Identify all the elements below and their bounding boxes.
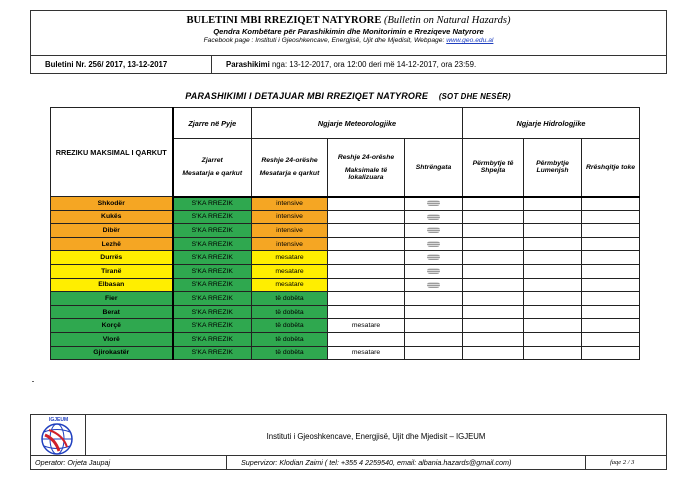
flash-flood-cell	[463, 197, 524, 211]
table-row	[51, 224, 640, 238]
storm-cell	[405, 237, 463, 251]
landslide-cell	[582, 346, 640, 360]
county-name: Vlorë	[51, 332, 173, 346]
river-flood-cell	[524, 264, 582, 278]
rain24-cell: intensive	[252, 210, 328, 224]
bulletin-title	[31, 15, 666, 26]
rain24-cell: të dobëta	[252, 305, 328, 319]
landslide-cell	[582, 278, 640, 292]
bulletin-header	[30, 10, 667, 74]
supervisor-contact: Supervizor: Klodian Zaimi ( tel: +355 4 2259540, email: albania.hazards@gmail.com)	[241, 458, 512, 467]
rainmax-cell	[328, 292, 405, 306]
fire-risk-cell: S'KA RREZIK	[173, 332, 252, 346]
col-rain24-top: Reshje 24-orëshe	[261, 157, 318, 165]
landslide-cell	[582, 224, 640, 238]
flash-flood-cell	[463, 292, 524, 306]
storm-cell	[405, 210, 463, 224]
fire-risk-cell: S'KA RREZIK	[173, 346, 252, 360]
storm-cell	[405, 346, 463, 360]
landslide-cell	[582, 251, 640, 265]
county-name: Elbasan	[51, 278, 173, 292]
river-flood-cell	[524, 305, 582, 319]
igjeum-logo	[37, 417, 77, 457]
rainmax-cell	[328, 332, 405, 346]
river-flood-cell	[524, 237, 582, 251]
table-row	[51, 278, 640, 292]
flash-flood-cell	[463, 224, 524, 238]
storm-cloud-icon	[427, 282, 440, 288]
landslide-cell	[582, 264, 640, 278]
rainmax-cell	[328, 264, 405, 278]
col-rain24	[252, 139, 328, 197]
col-fire-top: Zjarret	[201, 157, 223, 165]
fire-risk-cell: S'KA RREZIK	[173, 264, 252, 278]
landslide-cell	[582, 332, 640, 346]
institute-name: Instituti i Gjeoshkencave, Energjisë, Ujit dhe Mjedisit – IGJEUM	[85, 415, 666, 455]
county-name: Tiranë	[51, 264, 173, 278]
storm-cell	[405, 197, 463, 211]
fire-risk-cell: S'KA RREZIK	[173, 251, 252, 265]
fire-risk-cell: S'KA RREZIK	[173, 278, 252, 292]
forecast-period	[226, 60, 476, 69]
header-title-block	[31, 11, 666, 53]
landslide-cell	[582, 305, 640, 319]
header-info-row	[31, 55, 666, 74]
landslide-cell	[582, 319, 640, 333]
flash-flood-cell	[463, 305, 524, 319]
col-rainmax-sub: Maksimale të lokalizuara	[344, 166, 388, 181]
hazard-table	[50, 107, 640, 360]
table-row	[51, 305, 640, 319]
rain24-cell: të dobëta	[252, 332, 328, 346]
bulletin-footer	[30, 414, 667, 470]
section-title	[0, 91, 696, 101]
storm-cell	[405, 305, 463, 319]
table-row	[51, 210, 640, 224]
rainmax-cell	[328, 197, 405, 211]
county-name: Dibër	[51, 224, 173, 238]
table-row	[51, 332, 640, 346]
storm-cloud-icon	[427, 254, 440, 260]
storm-cell	[405, 251, 463, 265]
forecast-label: Parashikimi	[226, 60, 270, 69]
rain24-cell: mesatare	[252, 278, 328, 292]
group-forest-fire: Zjarre në Pyje	[173, 108, 252, 139]
table-body	[51, 197, 640, 360]
fire-risk-cell: S'KA RREZIK	[173, 237, 252, 251]
flash-flood-cell	[463, 346, 524, 360]
page-number: faqe 2 / 3	[585, 456, 666, 470]
rainmax-cell	[328, 278, 405, 292]
rainmax-cell: mesatare	[328, 346, 405, 360]
table-row	[51, 264, 640, 278]
flash-flood-cell	[463, 210, 524, 224]
footer-info-row	[31, 455, 666, 470]
rain24-cell: mesatare	[252, 264, 328, 278]
storm-cell	[405, 332, 463, 346]
table-row	[51, 237, 640, 251]
col-fire	[173, 139, 252, 197]
fire-risk-cell: S'KA RREZIK	[173, 292, 252, 306]
logo-text: IGJEUM	[49, 417, 69, 423]
river-flood-cell	[524, 278, 582, 292]
corner-label: RREZIKU MAKSIMAL I QARKUT	[51, 108, 173, 197]
forecast-dates: nga: 13-12-2017, ora 12:00 deri më 14-12-2017, ora 23:59.	[269, 60, 477, 69]
fire-risk-cell: S'KA RREZIK	[173, 305, 252, 319]
county-name: Durrës	[51, 251, 173, 265]
landslide-cell	[582, 197, 640, 211]
county-name: Lezhë	[51, 237, 173, 251]
storm-cell	[405, 292, 463, 306]
facebook-line	[31, 37, 666, 44]
rainmax-cell	[328, 251, 405, 265]
landslide-cell	[582, 292, 640, 306]
flash-flood-cell	[463, 319, 524, 333]
storm-cloud-icon	[427, 227, 440, 233]
county-name: Gjirokastër	[51, 346, 173, 360]
storm-cloud-icon	[427, 268, 440, 274]
county-name: Fier	[51, 292, 173, 306]
rain24-cell: intensive	[252, 224, 328, 238]
flash-flood-cell	[463, 237, 524, 251]
rainmax-cell	[328, 210, 405, 224]
bulletin-number: Buletini Nr. 256/ 2017, 13-12-2017	[31, 56, 212, 74]
table-row	[51, 197, 640, 211]
river-flood-cell	[524, 197, 582, 211]
storm-cell	[405, 319, 463, 333]
river-flood-cell	[524, 292, 582, 306]
table-row	[51, 346, 640, 360]
rainmax-cell	[328, 224, 405, 238]
divider-mark	[32, 381, 34, 382]
globe-logo-icon	[37, 417, 77, 457]
county-name: Korçë	[51, 319, 173, 333]
center-name: Qendra Kombëtare për Parashikimin dhe Monitorimin e Rreziqeve Natyrore	[213, 27, 484, 36]
operator: Operator: Orjeta Jaupaj	[31, 456, 227, 470]
fire-risk-cell: S'KA RREZIK	[173, 197, 252, 211]
river-flood-cell	[524, 210, 582, 224]
fire-risk-cell: S'KA RREZIK	[173, 319, 252, 333]
rain24-cell: të dobëta	[252, 346, 328, 360]
col-landslide: Rrëshqitje toke	[582, 139, 640, 197]
county-name: Berat	[51, 305, 173, 319]
river-flood-cell	[524, 332, 582, 346]
flash-flood-cell	[463, 278, 524, 292]
river-flood-cell	[524, 319, 582, 333]
section-title-main: PARASHIKIMI I DETAJUAR MBI RREZIQET NATYRORE	[185, 91, 429, 101]
flash-flood-cell	[463, 251, 524, 265]
rainmax-cell: mesatare	[328, 319, 405, 333]
landslide-cell	[582, 210, 640, 224]
river-flood-cell	[524, 224, 582, 238]
rain24-cell: të dobëta	[252, 319, 328, 333]
title-english: (Bulletin on Natural Hazards)	[383, 15, 511, 26]
rain24-cell: mesatare	[252, 251, 328, 265]
storm-cloud-icon	[427, 214, 440, 220]
table-row	[51, 292, 640, 306]
fire-risk-cell: S'KA RREZIK	[173, 224, 252, 238]
table-row	[51, 251, 640, 265]
rainmax-cell	[328, 237, 405, 251]
col-fire-sub: Mesatarja e qarkut	[182, 170, 243, 178]
river-flood-cell	[524, 251, 582, 265]
storm-cell	[405, 278, 463, 292]
rain24-cell: intensive	[252, 197, 328, 211]
landslide-cell	[582, 237, 640, 251]
river-flood-cell	[524, 346, 582, 360]
facebook-text: Facebook page : Instituti i Gjeoshkencave, Energjisë, Ujit dhe Mjedisit, Webpage:	[203, 37, 447, 44]
county-name: Shkodër	[51, 197, 173, 211]
storm-cloud-icon	[427, 241, 440, 247]
fire-risk-cell: S'KA RREZIK	[173, 210, 252, 224]
flash-flood-cell	[463, 264, 524, 278]
col-rainmax	[328, 139, 405, 197]
county-name: Kukës	[51, 210, 173, 224]
section-title-sub: (SOT DHE NESËR)	[438, 92, 511, 101]
col-river-flood: Përmbytje Lumenjsh	[524, 139, 582, 197]
group-meteorological: Ngjarje Meteorologjike	[252, 108, 463, 139]
col-rainmax-top: Reshje 24-orëshe	[337, 153, 395, 161]
rain24-cell: të dobëta	[252, 292, 328, 306]
group-hydrological: Ngjarje Hidrologjike	[463, 108, 640, 139]
flash-flood-cell	[463, 332, 524, 346]
rainmax-cell	[328, 305, 405, 319]
storm-cloud-icon	[427, 200, 440, 206]
title-text: BULETINI MBI RREZIQET NATYRORE	[186, 15, 382, 26]
col-storm: Shtrëngata	[405, 139, 463, 197]
col-rain24-sub: Mesatarja e qarkut	[259, 170, 320, 178]
webpage-link[interactable]: www.geo.edu.al	[446, 37, 494, 44]
table-row	[51, 319, 640, 333]
storm-cell	[405, 264, 463, 278]
rain24-cell: intensive	[252, 237, 328, 251]
col-flash-flood: Përmbytje të Shpejta	[463, 139, 524, 197]
storm-cell	[405, 224, 463, 238]
